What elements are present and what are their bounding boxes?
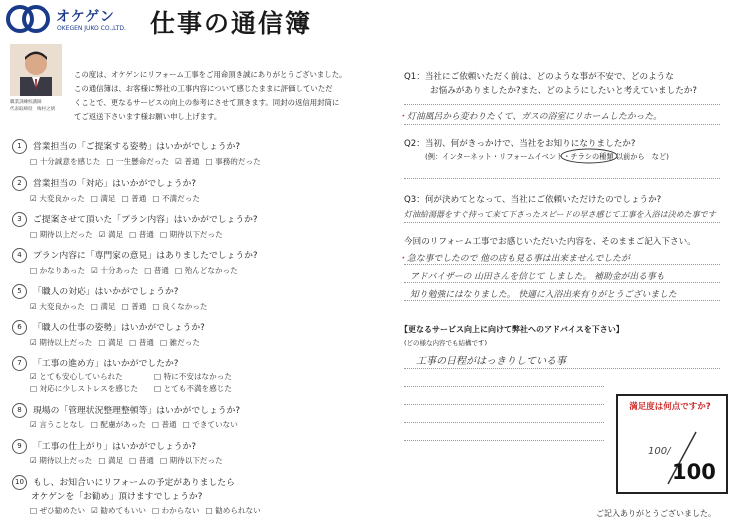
question-text: 営業担当の「ご提案する姿勢」はいかがでしょうか? <box>33 142 240 152</box>
greeting-line: くことで、更なるサービスの向上の参考にさせて頂きます。同封の返信用封筒に <box>74 98 340 107</box>
option[interactable]: □ 期待以下だった <box>159 230 223 239</box>
representative-photo <box>10 44 62 96</box>
answer-q1: ・灯油風呂から変わりたくて、ガスの浴室にリホームしたかった。 <box>398 112 662 122</box>
answer-q4-line3: 知り勉強にはなりました。 快適に入浴出来有りがとうございました <box>410 290 677 300</box>
question-1 <box>12 139 240 154</box>
question-number: 7 <box>12 356 27 371</box>
question-text: 「職人の対応」はいかがでしょうか? <box>33 287 179 297</box>
option[interactable]: □ 対応に少しストレスを感じた <box>30 384 139 393</box>
question-4-options <box>30 265 244 276</box>
option[interactable]: □ わからない <box>151 506 200 515</box>
answer-line <box>404 300 720 301</box>
option[interactable]: □ 期待以上だった <box>30 230 93 239</box>
option[interactable]: □ 特に不安はなかった <box>154 372 232 381</box>
answer-q1-text: 灯油風呂から変わりたくて、ガスの浴室にリホームしたかった。 <box>407 112 662 122</box>
question-9 <box>12 439 196 454</box>
answer-line <box>404 368 720 369</box>
question-text: 営業担当の「対応」はいかがでしょうか? <box>33 179 197 189</box>
advice-answer: 工事の日程がはっきりしている事 <box>416 356 566 367</box>
right-q3: Q3：何が決めてとなって、当社にご依頼いただけたのでしょうか? <box>404 195 662 205</box>
option[interactable]: □ できていない <box>182 420 238 429</box>
option[interactable]: □ 良くなかった <box>152 302 208 311</box>
question-number: 1 <box>12 139 27 154</box>
photo-caption-2: 代表取締役 梅村之朗 <box>10 107 55 112</box>
question-3 <box>12 212 258 227</box>
score-title: 満足度は何点ですか? <box>629 402 711 412</box>
question-6 <box>12 320 205 335</box>
option[interactable]: □ 不満だった <box>152 194 200 203</box>
answer-line <box>404 104 720 105</box>
question-text: もし、お知合いにリフォームの予定がありましたら <box>33 478 235 488</box>
question-10-line2: オケゲンを「お勧め」頂けますでしょうか? <box>31 492 203 502</box>
question-text: 「工事の仕上がり」はいかがでしょうか? <box>33 442 197 452</box>
question-7-options-row2 <box>30 383 238 394</box>
question-9-options <box>30 455 229 466</box>
option[interactable]: □ 普通 <box>129 456 154 465</box>
circled-answer-mark <box>559 148 619 164</box>
answer-line <box>404 178 720 179</box>
page-title: 仕事の通信簿 <box>150 9 313 38</box>
option[interactable]: ☑ 期待以上だった <box>30 338 93 347</box>
question-5-options <box>30 301 214 312</box>
question-5 <box>12 284 178 299</box>
question-text: ご提案させて頂いた「プラン内容」はいかがでしょうか? <box>33 215 258 225</box>
question-number: 10 <box>12 475 27 490</box>
logo-subtitle: OKEGEN JUKO CO.,LTD. <box>57 25 126 32</box>
logo-brand: オケゲン <box>56 9 115 25</box>
right-q1-line1: Q1：当社にご依頼いただく前は、どのような事が不安で、どのような <box>404 72 674 82</box>
question-4 <box>12 248 258 263</box>
question-7 <box>12 356 178 371</box>
question-number: 8 <box>12 403 27 418</box>
answer-line <box>404 124 720 125</box>
option[interactable]: □ 満足 <box>98 338 124 347</box>
option[interactable]: □ 勧められない <box>205 506 261 515</box>
question-6-options <box>30 337 206 348</box>
option[interactable]: ☑ 満足 <box>98 230 124 239</box>
advice-title: 【更なるサービス向上に向けて弊社へのアドバイスを下さい】 <box>400 325 624 334</box>
answer-line <box>404 222 720 223</box>
option[interactable]: ☑ 大変良かった <box>30 302 85 311</box>
option[interactable]: □ 普通 <box>129 230 154 239</box>
right-q2-sub: (例：インターネット・リフォームイベント・チラシの種類 以前から など) <box>425 152 669 161</box>
answer-line <box>404 282 720 283</box>
option[interactable]: □ 普通 <box>151 420 177 429</box>
option[interactable]: □ とても不満を感じた <box>154 384 232 393</box>
option[interactable]: □ 普通 <box>129 338 154 347</box>
question-number: 5 <box>12 284 27 299</box>
option[interactable]: ☑ とても安心していられた <box>30 372 123 381</box>
question-8 <box>12 403 240 418</box>
option[interactable]: □ 期待以下だった <box>159 456 223 465</box>
option[interactable]: □ 十分誠意を感じた <box>30 157 101 166</box>
answer-line <box>404 386 604 387</box>
question-text: 現場の「管理状況整理整頓等」はいかがでしょうか? <box>33 406 240 416</box>
question-2-options <box>30 193 206 204</box>
logo-mark-icon <box>6 4 52 34</box>
option[interactable]: ☑ 十分あった <box>91 266 139 275</box>
question-2 <box>12 176 196 191</box>
question-number: 2 <box>12 176 27 191</box>
option[interactable]: □ 満足 <box>90 302 116 311</box>
answer-line <box>404 264 720 265</box>
option[interactable]: ☑ 期待以上だった <box>30 456 93 465</box>
question-number: 4 <box>12 248 27 263</box>
advice-subtitle: (どの様な内容でも結構です) <box>404 339 488 347</box>
option[interactable]: □ 事務的だった <box>205 157 261 166</box>
question-number: 6 <box>12 320 27 335</box>
answer-q4-line1: ・急な事でしたので 他の店も見る事は出来ませんでしたが <box>398 254 630 264</box>
right-q1-line2: お悩みがありましたか?また、どのようにしたいと考えていましたか? <box>430 86 697 96</box>
greeting-line: てご返送下さいます様お願い申し上げます。 <box>74 112 222 121</box>
answer-q4-line1-text: 急な事でしたので 他の店も見る事は出来ませんでしたが <box>407 254 630 264</box>
question-number: 9 <box>12 439 27 454</box>
option[interactable]: □ 殆んどなかった <box>174 266 238 275</box>
question-text: 「職人の仕事の姿勢」はいかがでしょうか? <box>33 323 205 333</box>
question-8-options <box>30 419 244 430</box>
option[interactable]: □ 普通 <box>121 302 147 311</box>
question-10-options <box>30 505 267 516</box>
question-3-options <box>30 229 229 240</box>
question-text: プラン内容に「専門家の意見」はありましたでしょうか? <box>33 251 258 261</box>
option[interactable]: □ 一生懸命だった <box>106 157 170 166</box>
option[interactable]: □ かなりあった <box>30 266 86 275</box>
option[interactable]: □ 雑だった <box>159 338 200 347</box>
option[interactable]: ☑ 大変良かった <box>30 194 85 203</box>
option[interactable]: ☑ 勧めてもいい <box>91 506 146 515</box>
score-handwritten: 100/ <box>648 446 671 457</box>
thanks-message: ご記入ありがとうございました。 <box>596 509 716 518</box>
option[interactable]: □ 満足 <box>98 456 124 465</box>
greeting-line: この度は、オケゲンにリフォーム工事をご用命頂き誠にありがとうございました。 <box>74 70 347 79</box>
answer-line <box>404 422 604 423</box>
option[interactable]: □ 普通 <box>144 266 169 275</box>
option[interactable]: ☑ 言うことなし <box>30 420 85 429</box>
option[interactable]: □ ぜひ勧めたい <box>30 506 86 515</box>
question-10 <box>12 475 235 490</box>
option[interactable]: □ 満足 <box>90 194 116 203</box>
right-q2: Q2：当初、何がきっかけで、当社をお知りになりましたか? <box>404 139 636 149</box>
question-text: 「工事の進め方」はいかがでしたか? <box>33 359 179 369</box>
answer-q4-line2: アドバイザーの 山田さんを信じて しました。 補助金が出る事も <box>410 272 665 282</box>
answer-line <box>404 440 604 441</box>
option[interactable]: ☑ 普通 <box>175 157 200 166</box>
greeting-text <box>74 68 366 124</box>
answer-line <box>404 404 604 405</box>
question-7-options-row1 <box>30 371 238 382</box>
photo-caption-1: 職業訓練校講師 <box>10 100 42 105</box>
option[interactable]: □ 普通 <box>121 194 147 203</box>
greeting-line: この通信簿は、お客様に弊社の工事内容について感じたままに評価していただ <box>74 84 333 93</box>
question-1-options <box>30 156 267 167</box>
option[interactable]: □ 配慮があった <box>90 420 146 429</box>
right-q4: 今回のリフォーム工事でお感じいただいた内容を、そのままご記入下さい。 <box>404 237 696 247</box>
answer-q3: 灯油給湯器をすぐ持って来て下さったスピードの早さ感じて工事を入浴は決めた事です <box>404 210 716 219</box>
question-number: 3 <box>12 212 27 227</box>
score-value: 100 <box>672 460 716 484</box>
